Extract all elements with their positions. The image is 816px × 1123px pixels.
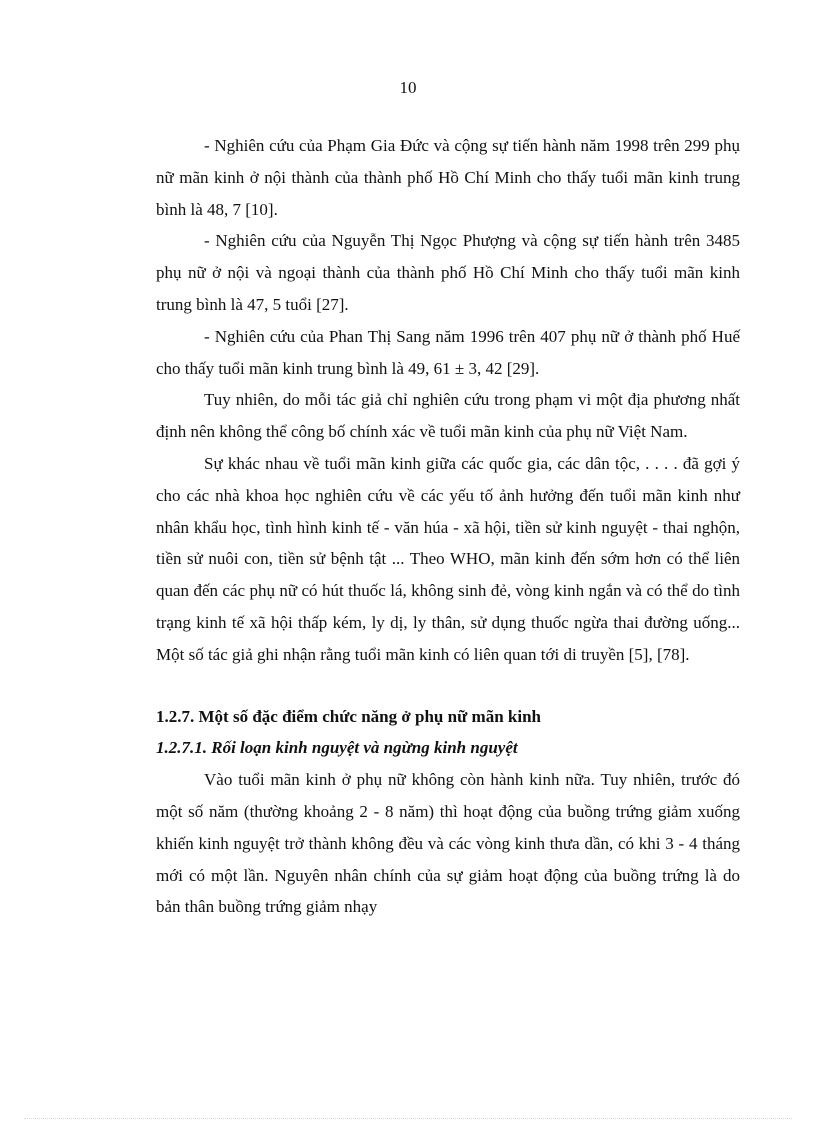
paragraph-menstrual-disorder: Vào tuổi mãn kinh ở phụ nữ không còn hành kinh nữa. Tuy nhiên, trước đó một số năm (thường khoảng 2 - 8 năm) thì hoạt động của buồng trứng giảm xuống khiến kinh nguyệt trở thành không đều và các vòng kinh thưa dần, có khi 3 - 4 tháng mới có một lần. Nguyên nhân chính của sự giảm hoạt động của buồng trứng là do bản thân buồng trứng giảm nhạy — [156, 770, 740, 917]
section-heading: 1.2.7. Một số đặc điểm chức năng ở phụ nữ mãn kinh — [156, 706, 541, 726]
paragraph-phan-thi-sang-study: - Nghiên cứu của Phan Thị Sang năm 1996 trên 407 phụ nữ ở thành phố Huế cho thấy tuổi mãn kinh trung bình là 49, 61 ± 3, 42 [29]. — [156, 326, 740, 378]
paragraph-limitation: Tuy nhiên, do mỗi tác giả chỉ nghiên cứu trong phạm vi một địa phương nhất định nên không thể công bố chính xác về tuổi mãn kinh của phụ nữ Việt Nam. — [156, 390, 740, 442]
page-bottom-border — [24, 1118, 792, 1119]
subsection-heading: 1.2.7.1. Rối loạn kinh nguyệt và ngừng kinh nguyệt — [156, 738, 518, 758]
page-number: 10 — [399, 78, 417, 97]
paragraph-nguyen-thi-ngoc-phuong-study: - Nghiên cứu của Nguyễn Thị Ngọc Phượng và cộng sự tiến hành trên 3485 phụ nữ ở nội và ngoại thành của thành phố Hồ Chí Minh cho thấy tuổi mãn kinh trung bình là 47, 5 tuổi [27]. — [156, 231, 740, 314]
document-body — [156, 130, 740, 923]
paragraph-pham-gia-duc-study: - Nghiên cứu của Phạm Gia Đức và cộng sự tiến hành năm 1998 trên 299 phụ nữ mãn kinh ở nội thành của thành phố Hồ Chí Minh cho thấy tuổi mãn kinh trung bình là 48, 7 [10]. — [156, 136, 740, 219]
paragraph-influencing-factors: Sự khác nhau về tuổi mãn kinh giữa các quốc gia, các dân tộc, . . . . đã gợi ý cho các nhà khoa học nghiên cứu về các yếu tố ảnh hưởng đến tuổi mãn kinh như nhân khẩu học, tình hình kinh tế - văn húa - xã hội, tiền sử kinh nguyệt - thai nghộn, tiền sử nuôi con, tiền sử bệnh tật ... Theo WHO, mãn kinh đến sớm hơn có thể liên quan đến các phụ nữ có hút thuốc lá, không sinh đẻ, vòng kinh ngắn và có thể do tình trạng kinh tế xã hội thấp kém, ly dị, ly thân, sử dụng thuốc ngừa thai đường uống... Một số tác giả ghi nhận rằng tuổi mãn kinh có liên quan tới di truyền [5], [78]. — [156, 453, 740, 664]
